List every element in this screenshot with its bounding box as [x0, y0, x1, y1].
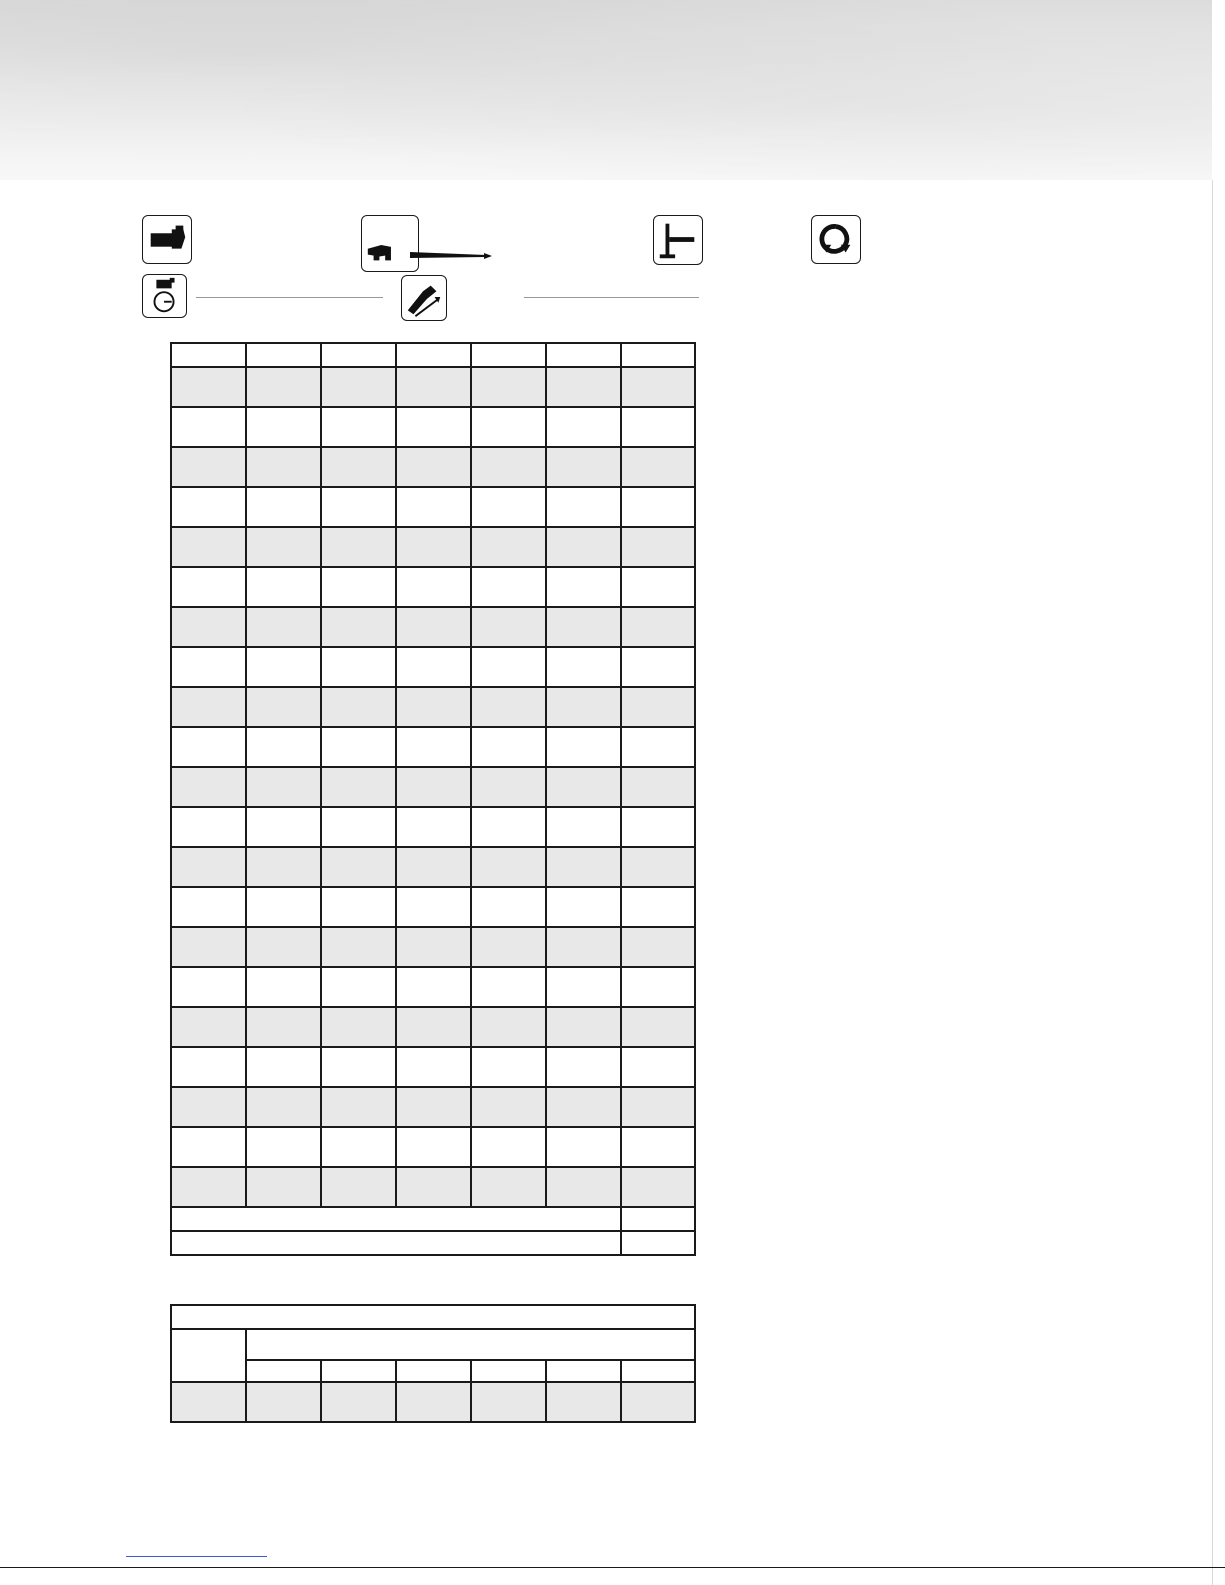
table-row [171, 447, 695, 487]
table-cell [546, 1007, 621, 1047]
table-cell [621, 887, 695, 927]
table-cell [246, 687, 321, 727]
table-cell [246, 887, 321, 927]
table-cell [621, 487, 695, 527]
table-cell [171, 1167, 246, 1207]
spec-table [170, 342, 696, 1256]
table-cell [171, 367, 246, 407]
table-row [171, 807, 695, 847]
summary-label [171, 1231, 621, 1255]
table-cell [471, 647, 546, 687]
table-header-row [171, 343, 695, 367]
table-cell [471, 887, 546, 927]
table-row [171, 367, 695, 407]
table-cell [471, 607, 546, 647]
table-cell [471, 1087, 546, 1127]
secondary-cell [621, 1382, 695, 1422]
table-cell [171, 727, 246, 767]
table-cell [171, 1127, 246, 1167]
table-cell [546, 647, 621, 687]
table-cell [546, 1087, 621, 1127]
table-cell [546, 767, 621, 807]
table-cell [321, 1047, 396, 1087]
table-cell [546, 847, 621, 887]
secondary-table [170, 1304, 696, 1423]
secondary-cell [546, 1382, 621, 1422]
table-cell [246, 967, 321, 1007]
table-cell [471, 567, 546, 607]
table-cell [621, 367, 695, 407]
table-cell [471, 1167, 546, 1207]
table-cell [621, 447, 695, 487]
table-row [171, 847, 695, 887]
table-row [171, 967, 695, 1007]
summary-value [621, 1231, 695, 1255]
secondary-cell [396, 1382, 471, 1422]
table-cell [321, 927, 396, 967]
table-cell [246, 567, 321, 607]
table-cell [396, 847, 471, 887]
secondary-cell [246, 1382, 321, 1422]
table-cell [396, 367, 471, 407]
table-row [171, 767, 695, 807]
table-row [171, 1047, 695, 1087]
table-cell [171, 1047, 246, 1087]
summary-value [621, 1207, 695, 1231]
table-cell [396, 487, 471, 527]
table-cell [396, 767, 471, 807]
table-cell [471, 687, 546, 727]
table-cell [621, 1087, 695, 1127]
table-cell [396, 927, 471, 967]
table-cell [621, 1127, 695, 1167]
table-cell [471, 807, 546, 847]
table-cell [246, 767, 321, 807]
rotation-icon [811, 215, 861, 264]
table-cell [321, 1127, 396, 1167]
table-cell [546, 1167, 621, 1207]
table-cell [171, 527, 246, 567]
motor-timer-icon [142, 274, 187, 318]
table-cell [246, 367, 321, 407]
table-cell [621, 807, 695, 847]
secondary-col-header [321, 1360, 396, 1382]
table-cell [246, 727, 321, 767]
table-cell [246, 1007, 321, 1047]
table-row [171, 527, 695, 567]
column-header [546, 343, 621, 367]
secondary-group-header [246, 1329, 695, 1360]
table-cell [321, 607, 396, 647]
table-cell [246, 407, 321, 447]
table-cell [171, 647, 246, 687]
right-margin-rule [1212, 180, 1213, 1585]
header-band-edge [1212, 0, 1225, 180]
table-cell [546, 807, 621, 847]
table-cell [546, 1047, 621, 1087]
table-cell [396, 527, 471, 567]
table-row [171, 887, 695, 927]
table-cell [396, 1167, 471, 1207]
table-cell [471, 767, 546, 807]
table-row [171, 407, 695, 447]
table-cell [396, 567, 471, 607]
table-cell [246, 847, 321, 887]
table-cell [621, 407, 695, 447]
summary-row [171, 1207, 695, 1231]
table-cell [321, 727, 396, 767]
footer-link-underline [126, 1556, 267, 1557]
table-cell [621, 967, 695, 1007]
table-cell [321, 367, 396, 407]
table-cell [321, 967, 396, 1007]
table-cell [171, 487, 246, 527]
table-cell [546, 487, 621, 527]
table-row [171, 647, 695, 687]
table-cell [621, 607, 695, 647]
secondary-col-header [246, 1360, 321, 1382]
table-cell [396, 447, 471, 487]
table-cell [246, 607, 321, 647]
header-band [0, 0, 1225, 180]
table-cell [546, 447, 621, 487]
secondary-table-title [171, 1305, 695, 1329]
table-cell [321, 887, 396, 927]
table-cell [546, 367, 621, 407]
secondary-row-label [171, 1329, 246, 1382]
table-cell [171, 887, 246, 927]
table-cell [246, 447, 321, 487]
column-header [396, 343, 471, 367]
table-cell [471, 447, 546, 487]
table-cell [246, 1167, 321, 1207]
boom-arm-icon [410, 246, 494, 262]
table-cell [171, 807, 246, 847]
mount-icon [653, 215, 703, 265]
table-row [171, 607, 695, 647]
table-row [171, 1127, 695, 1167]
table-cell [321, 807, 396, 847]
table-cell [396, 1007, 471, 1047]
table-cell [171, 1007, 246, 1047]
column-header [246, 343, 321, 367]
table-cell [621, 927, 695, 967]
table-cell [396, 687, 471, 727]
table-cell [321, 1087, 396, 1127]
table-cell [321, 487, 396, 527]
table-cell [621, 1047, 695, 1087]
table-row [171, 487, 695, 527]
table-cell [246, 1047, 321, 1087]
secondary-col-header [546, 1360, 621, 1382]
table-cell [471, 727, 546, 767]
table-row [171, 687, 695, 727]
table-cell [246, 1087, 321, 1127]
table-cell [396, 887, 471, 927]
table-cell [471, 1047, 546, 1087]
table-cell [471, 487, 546, 527]
secondary-col-header [621, 1360, 695, 1382]
table-cell [246, 1127, 321, 1167]
table-cell [471, 367, 546, 407]
table-cell [171, 607, 246, 647]
column-header [621, 343, 695, 367]
secondary-col-header [471, 1360, 546, 1382]
column-header [321, 343, 396, 367]
table-cell [396, 607, 471, 647]
secondary-cell [321, 1382, 396, 1422]
table-cell [396, 727, 471, 767]
table-cell [621, 767, 695, 807]
divider-left [196, 297, 383, 298]
table-cell [621, 1167, 695, 1207]
table-cell [396, 967, 471, 1007]
table-row [171, 1167, 695, 1207]
table-cell [246, 487, 321, 527]
table-cell [171, 407, 246, 447]
summary-row [171, 1231, 695, 1255]
table-cell [171, 567, 246, 607]
table-cell [396, 807, 471, 847]
table-cell [546, 1127, 621, 1167]
table-cell [471, 527, 546, 567]
table-cell [546, 607, 621, 647]
table-cell [471, 967, 546, 1007]
table-cell [546, 567, 621, 607]
table-cell [546, 527, 621, 567]
table-cell [621, 847, 695, 887]
table-cell [171, 847, 246, 887]
boom-icon [361, 215, 419, 272]
table-cell [621, 727, 695, 767]
table-cell [621, 647, 695, 687]
table-cell [171, 687, 246, 727]
table-cell [171, 767, 246, 807]
table-cell [471, 847, 546, 887]
table-row [171, 567, 695, 607]
cylinder-extend-icon [401, 275, 447, 321]
table-cell [546, 727, 621, 767]
table-cell [471, 927, 546, 967]
table-row [171, 927, 695, 967]
table-cell [321, 767, 396, 807]
table-cell [321, 447, 396, 487]
table-cell [171, 967, 246, 1007]
table-cell [396, 407, 471, 447]
table-cell [546, 687, 621, 727]
table-cell [246, 927, 321, 967]
secondary-cell [171, 1382, 246, 1422]
table-row [171, 727, 695, 767]
table-cell [171, 927, 246, 967]
table-cell [321, 527, 396, 567]
table-cell [321, 647, 396, 687]
table-cell [246, 527, 321, 567]
table-cell [321, 1167, 396, 1207]
table-cell [621, 567, 695, 607]
table-cell [321, 847, 396, 887]
table-cell [471, 1127, 546, 1167]
table-cell [471, 407, 546, 447]
secondary-col-header [396, 1360, 471, 1382]
table-cell [321, 687, 396, 727]
column-header [171, 343, 246, 367]
table-cell [546, 407, 621, 447]
table-cell [621, 687, 695, 727]
motor-icon [142, 215, 192, 264]
table-cell [621, 527, 695, 567]
table-cell [621, 1007, 695, 1047]
table-cell [546, 927, 621, 967]
table-cell [171, 447, 246, 487]
table-cell [246, 647, 321, 687]
table-row [171, 1007, 695, 1047]
table-cell [396, 1127, 471, 1167]
table-cell [546, 887, 621, 927]
secondary-cell [471, 1382, 546, 1422]
table-row [171, 1087, 695, 1127]
table-cell [546, 967, 621, 1007]
table-cell [321, 567, 396, 607]
table-cell [396, 1087, 471, 1127]
table-cell [246, 807, 321, 847]
table-cell [396, 647, 471, 687]
table-cell [471, 1007, 546, 1047]
column-header [471, 343, 546, 367]
summary-label [171, 1207, 621, 1231]
footer-rule [0, 1567, 1225, 1568]
table-cell [321, 1007, 396, 1047]
divider-right [524, 297, 699, 298]
table-cell [171, 1087, 246, 1127]
table-cell [321, 407, 396, 447]
table-cell [396, 1047, 471, 1087]
